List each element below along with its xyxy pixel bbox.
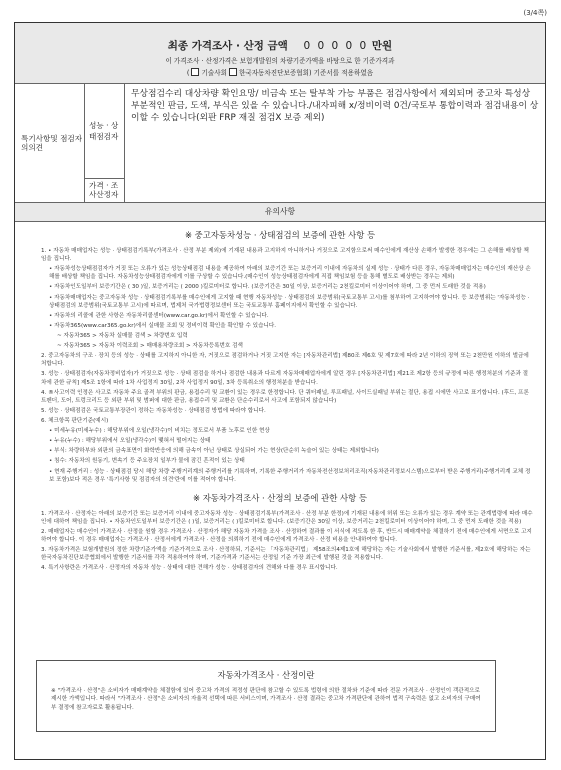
section1-items <box>15 247 545 484</box>
special-notes-section <box>15 84 545 203</box>
notice-item: • 자동차매매업자는 중고자동차 성능 · 상태점검기록부를 매수인에게 고지할 때 현행 자동차성능 · 상태점검의 보증범위(국토교통부 고시)를 첨부하여 고지하여야 합니다. 등 보증범위는 '자동차성능 · 상태점검의 보증범위(국토교통부 고시)에 따르며, 법제처 국가법령정보센터 또는 국토교통부 홈페이지에서 확인할 수 있습니다. <box>49 294 530 309</box>
notice-item: ~ 자동차365 > 자동차 이력조회 > 매매용차량조회 > 자동차등록번호 검색 <box>57 343 243 350</box>
notice-heading: 유의사항 <box>15 203 545 222</box>
checkbox-diagnosis-association[interactable] <box>229 68 237 76</box>
section1-title: ※ 중고자동차성능 · 상태점검의 보증에 관한 사항 등 <box>184 230 376 240</box>
notice-item: • 자동차365(www.car365.go.kr)에서 실매물 조회 및 정비이력 확인을 확인할 수 있습니다. <box>49 322 277 329</box>
special-notes-label: 특기사항및 점검자의의견 <box>15 84 85 202</box>
section2-title: ※ 자동차가격조사 · 산정의 보증에 관한 사항 등 <box>193 492 367 503</box>
notice-item: 3. 자동차가격은 보험개발원의 정한 차량기준가액을 기준가격으로 조사 · 산정하되, 기준서는 「자동차관리법」 제58조의4제1호에 해당하는 자는 기술사회에서 발행한 기준서를, 제2호에 해당하는 자는 한국자동차진단보증협회에서 발행한 기준서를 각각 적용하여야 하며, 기준가격과 기준서는 산정일 기준 가장 최근에 발행된 것을 적용합니다. <box>41 547 531 562</box>
notice-item: 1. 가격조사 · 산정자는 아래의 보증기간 또는 보증거리 이내에 중고자동차 성능 · 상태점검기록부(가격조사 · 산정 부분 한정)에 기재된 내용에 허위 또는 오류가 있는 경우 계약 또는 관계법령에 따라 매수인에 대하여 책임을 집니다. • 자동차인도일부터 보증기간은 ( )일, 보증거리는 ( )킬로미터로 합니다. (보증기간은 30일 이상, 보증거리는 2천킬로미터 이상이어야 하며, 그 중 먼저 도래한 것을 적용) <box>41 510 533 525</box>
notice-item: • 자동차인도일부터 보증기간은 ( 30 )일, 보증거리는 ( 2000 )킬로미터로 합니다. (보증기간은 30일 이상, 보증거리는 2천킬로미터 이상이어야 하며, 그 중 먼저 도래한 것을 적용) <box>49 284 486 291</box>
notice-item: • 자동차의 리콜에 관한 사항은 자동차리콜센터(www.car.go.kr)에서 확인할 수 있습니다. <box>49 312 269 319</box>
price-digits: 0 0 0 0 0 <box>303 40 369 52</box>
engineers-society-label: 기술사회 <box>201 69 227 77</box>
notice-item: • 자동차성능상태점검자가 거짓 또는 오류가 있는 성능상태점검 내용을 제공하여 아래의 보증기간 또는 보증거리 이내에 자동차의 실제 성능 · 상태가 다른 경우, 자동차매매업자는 매수인의 재산상 손해를 배상할 책임을 집니다. 자동차성능상태점검자에게 이를 구상할 수 있습니다.(매수인이 성능상태점검자에게 직접 책임보험 등을 통해 별도로 배상받는 경우는 제외) <box>49 266 531 281</box>
notice-item: 4. 특기사항란은 가격조사 · 산정자의 자동차 성능 · 상태에 대한 견해가 성능 · 상태점검자의 견해와 다를 경우 표시합니다. <box>41 565 338 572</box>
inspection-form <box>14 22 546 760</box>
notice-item: 2. 중고자동차의 구조 · 장치 등의 성능 · 상태를 고지하지 아니한 자, 거짓으로 점검하거나 거짓 고지한 자는 [자동차관리법] 제80조 제6호 및 제7호에 따라 2년 이하의 징역 또는 2천만원 이하의 벌금에 처합니다. <box>41 353 529 368</box>
notice-item: • 부식: 차량하부와 외판의 금속표면이 화학반응에 의해 금속이 아닌 상태로 상실되어 가는 현상(단순히 녹슬어 있는 상태는 제외합니다) <box>49 448 379 455</box>
notice-item: 5. 성능 · 상태점검은 국토교통부장관이 정하는 자동차성능 · 상태점검 방법에 따라야 합니다. <box>41 407 266 414</box>
price-assessor-opinion-text <box>131 182 541 200</box>
paren-open: ( <box>186 69 190 77</box>
inspector-label: 성능 · 상태점검자 <box>85 84 125 179</box>
notice-item: • 현재 주행거리 : 성능 · 상태점검 당시 해당 차량 주행거리계의 주행거리를 기록하며, 기록한 주행거리가 자동차전산정보처리조직(자동차관리정보시스템)으로부터 받은 주행거리(주행거리계 교체 정보 포함)보다 적은 경우 '특기사항 및 점검자의 의견'란에 이를 적어야 합니다. <box>49 468 531 483</box>
price-basis-line2 <box>15 67 545 77</box>
diagnosis-association-label: 한국자동차진단보증협회) 기준서를 적용하였음 <box>238 69 374 77</box>
price-assessment-info-box <box>36 660 496 732</box>
final-price-label: 최종 가격조사 · 산정 금액 <box>167 40 288 52</box>
final-price-title <box>15 38 545 53</box>
notice-item: ~ 자동차365 > 자동차 실매물 검색 > 차량번호 입력 <box>57 332 188 339</box>
price-basis-line1: 이 가격조사 · 산정가격은 보험개발원의 차량기준가액을 바탕으로 한 기준가격과 <box>165 57 395 65</box>
info-box-title: 자동차가격조사 · 산정이란 <box>217 670 315 680</box>
notice-item: 2. 매매업자는 매수인이 가격조사 · 산정을 원할 경우 가격조사 · 산정자가 해당 자동차 가격을 조사 · 산정하여 결과를 이 서식에 적도록 한 후, 반드시 매매계약을 체결하기 전에 매수인에게 서면으로 고지하여야 합니다. 이 경우 매매업자는 가격조사 · 산정서에게 가격조사 · 산정을 의뢰하기 전에 매수인에게 가격조사 · 산정 비용을 안내하여야 합니다. <box>41 528 532 544</box>
checkbox-engineers-society[interactable] <box>191 68 199 76</box>
inspector-opinion-text: 무상점검수리 대상차량 확인요망/ 비금속 또는 탈부착 가능 부품은 점검사항에서 제외되며 중고차 특성상 부분적인 판금, 도색, 부식은 있을 수 있습니다./내자피해 x/정비이력 0건/국토부 통합이력과 점검내용이 상이할 수 있습니다(외판 FRP 재질 점검X 보증 제외) <box>131 89 539 123</box>
page-number: (3/4쪽) <box>523 9 547 17</box>
info-box-text: ※ "가격조사 · 산정"은 소비자가 매매계약을 체결함에 있어 중고차 가격의 적정성 판단에 참고할 수 있도록 법령에 의한 절차와 기준에 따라 전문 가격조사 · 산정인이 객관적으로 제시한 가액입니다. 따라서 "가격조사 · 산정"은 소비자의 자율적 선택에 따른 서비스이며, 가격조사 · 산정 결과는 중고차 가격판단에 관하여 법적 구속력은 없고 소비자의 구매여부 결정에 참고자료로 활용됩니다. <box>51 688 481 711</box>
notice-item: 4. ®사고이력 인정은 사고로 자동차 주요 골격 부위의 판금, 용접수리 및 교환이 있는 경우로 한정합니다. 단 쿼터패널, 루프패널, 사이드실패널 부위는 절단, 용접 시에만 사고로 표기합니다. (후드, 프론트펜더, 도어, 트렁크리드 등 외판 부위 및 범퍼에 대한 판금, 용접수리 및 교환은 단순수리로서 사고에 포함되지 않습니다) <box>41 389 529 404</box>
notice-item: 6. 체크항목 판단기준(예시) <box>41 417 109 424</box>
notice-item: • 미세누유(미세누수) : 해당부위에 오일(냉각수)이 비치는 정도로서 부품 노후로 인한 현상 <box>49 428 270 435</box>
notice-item: 3. 성능 · 상태점검자(자동차정비업자)가 거짓으로 성능 · 상태 점검을 하거나 점검한 내용과 다르게 자동차매매업자에게 알린 경우 [자동차관리법] 제21조 제2항 등의 규정에 따른 행정처분의 기준과 절차에 관한 규칙] 제5조 1항에 따라 1차 사업정지 30일, 2차 사업정지 90일, 3차 등록취소의 행정처분을 받습니다. <box>41 371 529 386</box>
notice-item: • 침수: 자동차의 원동기, 변속기 등 주요장치 일부가 물에 잠긴 흔적이 있는 상태 <box>49 458 245 465</box>
notice-item: • 누유(누수) : 해당부위에서 오일(냉각수)이 맺혀서 떨어지는 상태 <box>49 438 211 445</box>
price-unit: 만원 <box>371 40 393 52</box>
price-assessor-label: 가격 · 조사산정자 <box>85 179 125 202</box>
notice-item: 1. • 자동차 매매업자는 성능 · 상태점검기록부(가격조사 · 산정 부분 제외)에 기재된 내용과 고지하지 아니하거나 거짓으로 고지함으로써 매수인에게 재산상 손해가 발생한 경우에는 그 손해를 배상할 책임을 집니다. <box>41 248 529 263</box>
section2-items <box>15 510 545 573</box>
price-header <box>15 23 545 84</box>
